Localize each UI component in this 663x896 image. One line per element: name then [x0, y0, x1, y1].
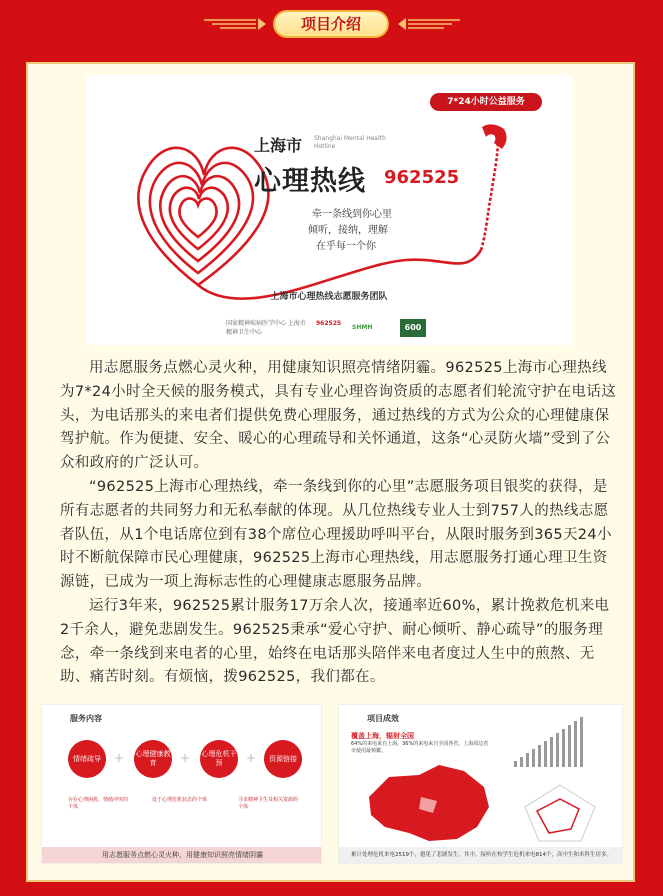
- service-target-note: 寻求精神卫生及相关资源的个体: [238, 797, 299, 810]
- logo-962525: [316, 319, 346, 337]
- article-paragraph-1: 用志愿服务点燃心灵火种，用健康知识照亮情绪阴霾。962525上海市心理热线为7*24小时全天候的服务模式，具有专业心理咨询资质的志愿者们轮流守护在电话这头，为电话那头的来电者们提供免费心理服务，通过热线的方式为公众的心理健康保驾护航。作为便捷、安全、暖心的心理疏导和关怀通道，这条“心灵防火墙”受到了公众和政府的广泛认可。: [60, 360, 617, 472]
- article-paragraph-3: 运行3年来，962525累计服务17万余人次，接通率近60%，累计挽救危机来电2千余人，避免悲剧发生。962525秉承“爱心守护、耐心倾听、静心疏导”的服务理念，牵一条线到来电者的心里，始终在电话那头陪伴来电者度过人生中的煎熬、无助、痛苦时刻。有烦恼，拨962525，我们都在。: [60, 597, 610, 686]
- plus-icon: +: [180, 751, 191, 765]
- poster-title: 心理热线: [254, 166, 366, 197]
- header-band: [0, 0, 663, 44]
- poster-city: 上海市: [254, 136, 303, 155]
- poster-hotline-number: 962525: [384, 167, 460, 188]
- section-title: 项目介绍: [273, 10, 389, 38]
- service-item: 情绪疏导: [68, 740, 106, 778]
- header-left-ornament: [204, 14, 266, 34]
- results-subtitle: 覆盖上海，辐射全国: [351, 732, 414, 740]
- service-item: 资源链接: [264, 740, 302, 778]
- logo-text-4: 600: [404, 323, 422, 332]
- slogan-line-2: 倾听，接纳，理解: [308, 225, 388, 236]
- service-item: 心理危机干预: [200, 740, 238, 778]
- service-item: 心理健康教育: [134, 740, 172, 778]
- article-body: [60, 357, 618, 690]
- partner-logos: [226, 319, 446, 339]
- services-footer: 用志愿服务点燃心灵火种，用健康知识照亮情绪阴霾: [42, 847, 322, 863]
- poster-team-name: 上海市心理热线志愿服务团队: [270, 292, 388, 302]
- service-target-note: 处于心理危机状态的个体: [152, 797, 208, 803]
- services-heading: 服务内容: [70, 714, 102, 723]
- logo-shmh: [352, 319, 392, 337]
- service-badge: 7*24小时公益服务: [430, 93, 542, 111]
- results-radar-graphic: [515, 779, 605, 849]
- service-target-note: 存在心理困扰、情绪冲突的个体: [68, 797, 129, 810]
- services-slide-thumbnail: [41, 704, 322, 864]
- poster-english-name: Shanghai Mental Health Hotline: [314, 135, 386, 150]
- logo-mental-health-center: [226, 319, 310, 337]
- article-paragraph-2: “962525上海市心理热线，牵一条线到你的心里”志愿服务项目银奖的获得，是所有志愿者的共同努力和无私奉献的体现。从几位热线专业人士到757人的热线志愿者队伍，从1个电话席位到有38个席位心理援助呼叫平台，从限时服务到365天24小时不断航保障市民心理健康，962525上海市心理热线，用志愿服务打通心理卫生资源链，已成为一项上海标志性的心理健康志愿服务品牌。: [60, 478, 612, 591]
- logo-text-2: 962525: [316, 320, 342, 327]
- results-bar-graphic: [504, 711, 614, 771]
- results-note: 64%的来电来自上海，36%的来电来自全国各省，上海周边省市使用最频繁。: [351, 741, 489, 754]
- header-right-ornament: [398, 14, 460, 34]
- results-footer: 累计处理危机来电2519个，避免了悲剧发生。其中，接听在校学生危机来电814个，高中生和本科生居多。: [339, 847, 623, 863]
- results-heading: 项目成效: [367, 714, 399, 723]
- slogan-line-3: 在乎每一个你: [316, 241, 376, 252]
- plus-icon: +: [246, 751, 257, 765]
- slogan-line-1: 牵一条线到你心里: [312, 209, 392, 220]
- china-map-graphic: [349, 757, 499, 847]
- results-slide-thumbnail: [338, 704, 623, 864]
- hotline-poster: [86, 75, 572, 345]
- logo-text-1: 国家精神疾病医学中心 上海市精神卫生中心: [226, 320, 306, 336]
- logo-text-3: SHMH: [352, 324, 373, 331]
- logo-600: [400, 319, 426, 337]
- plus-icon: +: [114, 751, 125, 765]
